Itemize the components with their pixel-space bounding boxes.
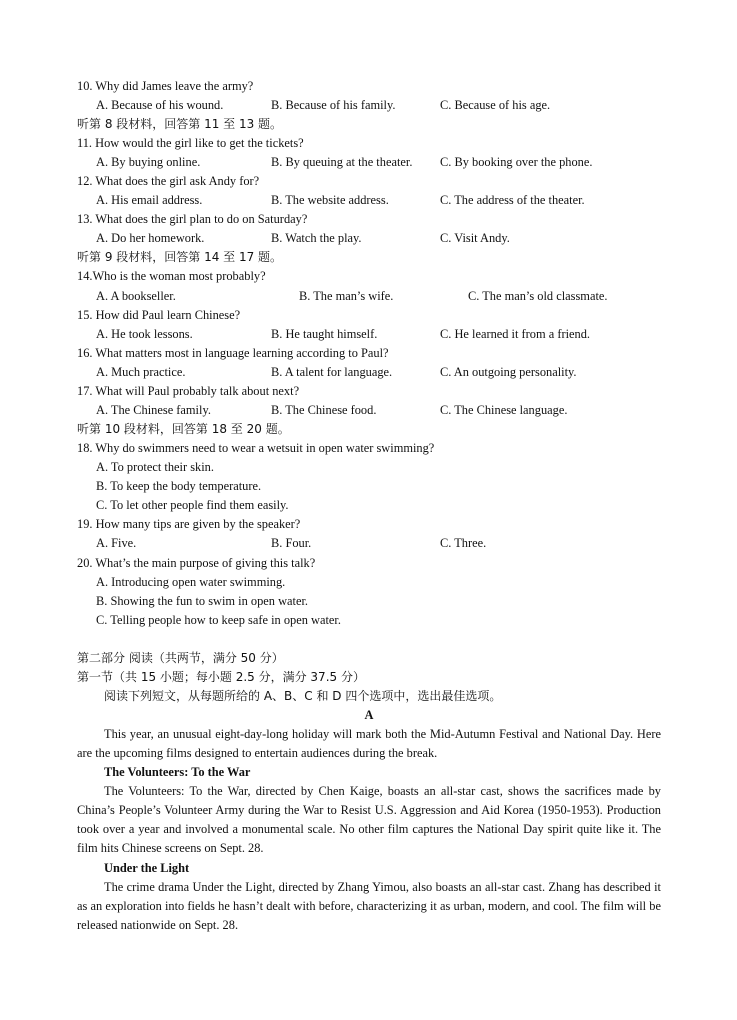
q14-option-b: B. The man’s wife. <box>299 289 394 303</box>
question-14: 14.Who is the woman most probably? <box>77 269 266 283</box>
q10-option-b: B. Because of his family. <box>271 98 396 112</box>
q13-option-b: B. Watch the play. <box>271 231 362 245</box>
q14-option-a: A. A bookseller. <box>96 289 176 303</box>
reading-part-title: 第二部分 阅读（共两节，满分 50 分） <box>77 651 284 665</box>
passage-intro: This year, an unusual eight-day-long holiday will mark both the Mid-Autumn Festival and National Day. Here are the upcoming films designed to entertain audiences during the break. <box>77 727 661 760</box>
q15-option-a: A. He took lessons. <box>96 327 193 341</box>
question-20: 20. What’s the main purpose of giving this talk? <box>77 556 316 570</box>
q18-option-a: A. To protect their skin. <box>96 460 214 474</box>
q12-option-a: A. His email address. <box>96 193 203 207</box>
q20-option-a: A. Introducing open water swimming. <box>96 575 286 589</box>
q15-option-c: C. He learned it from a friend. <box>440 327 591 341</box>
q19-option-a: A. Five. <box>96 536 137 550</box>
reading-section-title: 第一节（共 15 小题；每小题 2.5 分，满分 37.5 分） <box>77 670 365 684</box>
reading-instruction: 阅读下列短文，从每题所给的 A、B、C 和 D 四个选项中，选出最佳选项。 <box>104 689 502 703</box>
q16-option-a: A. Much practice. <box>96 365 186 379</box>
q19-option-c: C. Three. <box>440 536 487 550</box>
film-2-title: Under the Light <box>104 861 190 875</box>
q11-option-a: A. By buying online. <box>96 155 201 169</box>
q10-option-c: C. Because of his age. <box>440 98 551 112</box>
q11-option-c: C. By booking over the phone. <box>440 155 593 169</box>
question-18: 18. Why do swimmers need to wear a wetsuit in open water swimming? <box>77 441 435 455</box>
q14-option-c: C. The man’s old classmate. <box>468 289 608 303</box>
q12-option-c: C. The address of the theater. <box>440 193 585 207</box>
question-16: 16. What matters most in language learning according to Paul? <box>77 346 389 360</box>
question-19: 19. How many tips are given by the speaker? <box>77 517 301 531</box>
q20-option-b: B. Showing the fun to swim in open water. <box>96 594 309 608</box>
section-10-instruction: 听第 10 段材料，回答第 18 至 20 题。 <box>77 422 290 436</box>
question-11: 11. How would the girl like to get the tickets? <box>77 136 304 150</box>
film-2-paragraph: The crime drama Under the Light, directed by Zhang Yimou, also boasts an all-star cast. Zhang has described it as an exploration into fields he hasn’t dealt with before, characterizing it as urban, modern, and cool. The film will be released nationwide on Sept. 28. <box>77 880 661 932</box>
q19-option-b: B. Four. <box>271 536 312 550</box>
film-1-title: The Volunteers: To the War <box>104 765 251 779</box>
section-8-instruction: 听第 8 段材料，回答第 11 至 13 题。 <box>77 117 283 131</box>
q18-option-c: C. To let other people find them easily. <box>96 498 289 512</box>
q11-option-b: B. By queuing at the theater. <box>271 155 413 169</box>
q16-option-c: C. An outgoing personality. <box>440 365 577 379</box>
q13-option-a: A. Do her homework. <box>96 231 205 245</box>
q13-option-c: C. Visit Andy. <box>440 231 510 245</box>
film-1-paragraph: The Volunteers: To the War, directed by Chen Kaige, boasts an all-star cast, shows the sacrifices made by China’s People’s Volunteer Army during the War to Resist U.S. Aggression and Aid Korea (1950-1953). Production took over a year and involved a monumental scale. No other film captures the National Day spirit quite like it. The film hits Chinese screens on Sept. 28. <box>77 784 661 855</box>
q10-option-a: A. Because of his wound. <box>96 98 224 112</box>
q16-option-b: B. A talent for language. <box>271 365 393 379</box>
question-13: 13. What does the girl plan to do on Saturday? <box>77 212 308 226</box>
q18-option-b: B. To keep the body temperature. <box>96 479 262 493</box>
q20-option-c: C. Telling people how to keep safe in open water. <box>96 613 341 627</box>
q17-option-b: B. The Chinese food. <box>271 403 377 417</box>
q15-option-b: B. He taught himself. <box>271 327 378 341</box>
question-12: 12. What does the girl ask Andy for? <box>77 174 260 188</box>
q17-option-a: A. The Chinese family. <box>96 403 211 417</box>
question-15: 15. How did Paul learn Chinese? <box>77 308 241 322</box>
q17-option-c: C. The Chinese language. <box>440 403 568 417</box>
question-10: 10. Why did James leave the army? <box>77 79 254 93</box>
section-9-instruction: 听第 9 段材料，回答第 14 至 17 题。 <box>77 250 283 264</box>
passage-label: A <box>364 708 374 722</box>
question-17: 17. What will Paul probably talk about next? <box>77 384 300 398</box>
q12-option-b: B. The website address. <box>271 193 389 207</box>
